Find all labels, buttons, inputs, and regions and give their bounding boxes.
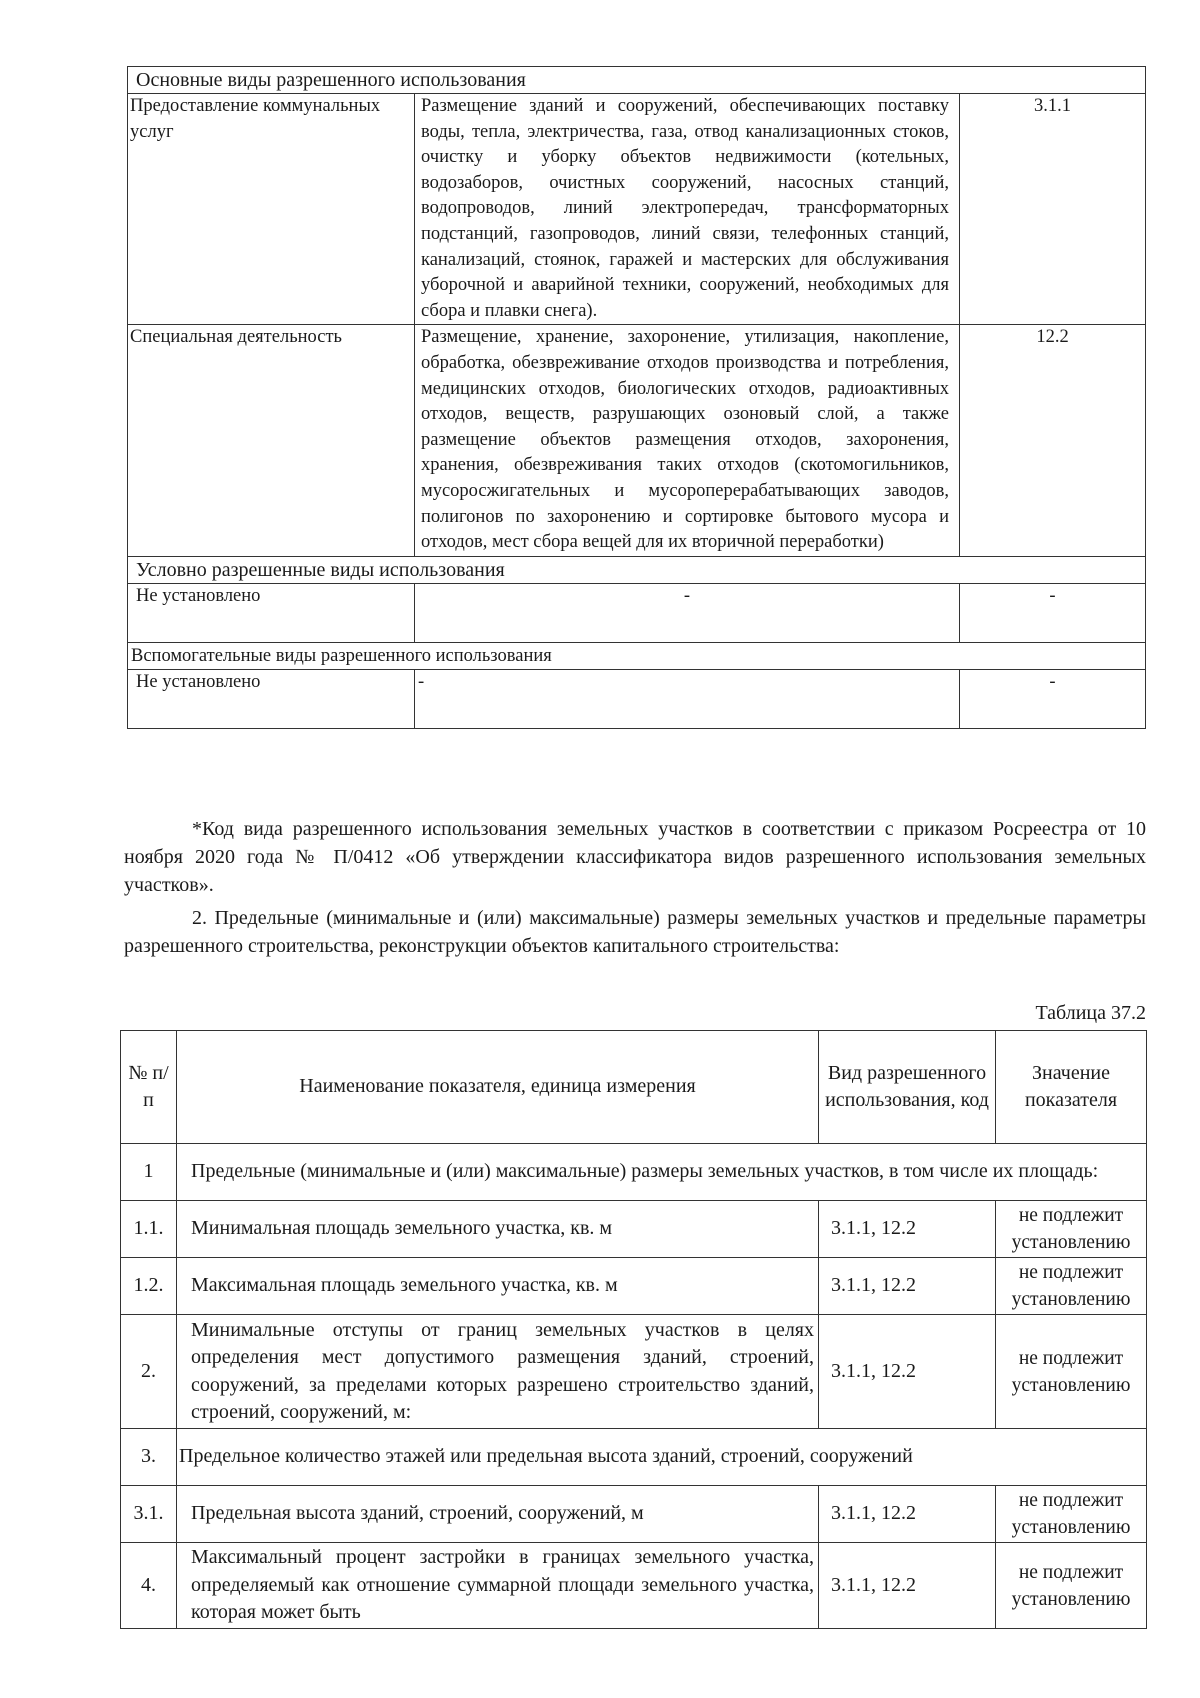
table-header-row <box>121 1031 1147 1144</box>
row-code: 3.1.1, 12.2 <box>819 1486 996 1543</box>
section-row-main <box>128 67 1146 94</box>
header-num: № п/п <box>121 1031 177 1144</box>
row-name: Максимальный процент застройки в границах земельного участка, определяемый как отношение суммарной площади земельного участка, которая может быть <box>177 1543 819 1629</box>
table-row <box>128 583 1146 642</box>
use-name: Не установлено <box>128 669 415 728</box>
row-value: не подлежит установлению <box>996 1543 1147 1629</box>
row-num: 2. <box>121 1315 177 1429</box>
section-title-main: Основные виды разрешенного использования <box>128 67 1146 94</box>
table-row <box>128 325 1146 556</box>
row-name: Предельная высота зданий, строений, сооружений, м <box>177 1486 819 1543</box>
row-value: не подлежит установлению <box>996 1486 1147 1543</box>
row-name: Предельные (минимальные и (или) максимальные) размеры земельных участков, в том числе их площадь: <box>177 1144 1147 1201</box>
table-row <box>121 1486 1147 1543</box>
header-value: Значение показателя <box>996 1031 1147 1144</box>
row-name: Минимальная площадь земельного участка, кв. м <box>177 1201 819 1258</box>
row-num: 3. <box>121 1429 177 1486</box>
row-code: 3.1.1, 12.2 <box>819 1201 996 1258</box>
row-code: 3.1.1, 12.2 <box>819 1258 996 1315</box>
row-code: 3.1.1, 12.2 <box>819 1315 996 1429</box>
table-row <box>121 1258 1147 1315</box>
row-value: не подлежит установлению <box>996 1315 1147 1429</box>
use-name: Не установлено <box>128 583 415 642</box>
table-row <box>121 1543 1147 1629</box>
section-title-auxiliary: Вспомогательные виды разрешенного использования <box>128 642 1146 669</box>
row-name: Предельное количество этажей или предельная высота зданий, строений, сооружений <box>177 1429 1147 1486</box>
row-name: Максимальная площадь земельного участка, кв. м <box>177 1258 819 1315</box>
header-name: Наименование показателя, единица измерения <box>177 1031 819 1144</box>
use-code: 12.2 <box>960 325 1146 556</box>
row-value: не подлежит установлению <box>996 1258 1147 1315</box>
section-row-conditional <box>128 556 1146 583</box>
header-code: Вид разрешенного использования, код <box>819 1031 996 1144</box>
use-description: - <box>415 669 960 728</box>
row-num: 4. <box>121 1543 177 1629</box>
use-description: Размещение зданий и сооружений, обеспечивающих поставку воды, тепла, электричества, газа, отвод канализационных стоков, очистку и уборку объектов недвижимости (котельных, водозаборов, очистных сооружений, насосных станций, водопроводов, линий электропередач, трансформаторных подстанций, газопроводов, линий связи, телефонных станций, канализаций, стоянок, гаражей и мастерских для обслуживания уборочной и аварийной техники, сооружений, необходимых для сбора и плавки снега). <box>415 94 960 325</box>
row-num: 1.1. <box>121 1201 177 1258</box>
parameters-table <box>120 1030 1147 1629</box>
row-num: 3.1. <box>121 1486 177 1543</box>
use-description: - <box>415 583 960 642</box>
table-row <box>121 1201 1147 1258</box>
row-value: не подлежит установлению <box>996 1201 1147 1258</box>
table-row <box>121 1144 1147 1201</box>
table-row <box>128 94 1146 325</box>
row-num: 1.2. <box>121 1258 177 1315</box>
row-name: Минимальные отступы от границ земельных участков в целях определения мест допустимого размещения зданий, строений, сооружений, за пределами которых разрешено строительство зданий, строений, сооружений, м: <box>177 1315 819 1429</box>
use-code: 3.1.1 <box>960 94 1146 325</box>
use-description: Размещение, хранение, захоронение, утилизация, накопление, обработка, обезвреживание отходов производства и потребления, медицинских отходов, биологических отходов, радиоактивных отходов, веществ, разрушающих озоновый слой, а также размещение объектов размещения отходов, захоронения, хранения, обезвреживания таких отходов (скотомогильников, мусоросжигательных и мусороперерабатывающих заводов, полигонов по захоронению и сортировке бытового мусора и отходов, мест сбора вещей для их вторичной переработки) <box>415 325 960 556</box>
section-title-conditional: Условно разрешенные виды использования <box>128 556 1146 583</box>
use-name: Специальная деятельность <box>128 325 415 556</box>
row-code: 3.1.1, 12.2 <box>819 1543 996 1629</box>
section-row-auxiliary <box>128 642 1146 669</box>
row-num: 1 <box>121 1144 177 1201</box>
permitted-use-table <box>127 66 1146 729</box>
use-name: Предоставление коммунальных услуг <box>128 94 415 325</box>
table-row <box>121 1429 1147 1486</box>
footnote: *Код вида разрешенного использования земельных участков в соответствии с приказом Росреестра от 10 ноября 2020 года № П/0412 «Об утверждении классификатора видов разрешенного использования земельных участков». <box>124 818 1146 896</box>
use-code: - <box>960 583 1146 642</box>
use-code: - <box>960 669 1146 728</box>
table-row <box>128 669 1146 728</box>
table-caption: Таблица 37.2 <box>1035 1002 1146 1024</box>
table-row <box>121 1315 1147 1429</box>
paragraph-2: 2. Предельные (минимальные и (или) максимальные) размеры земельных участков и предельные параметры разрешенного строительства, реконструкции объектов капитального строительства: <box>124 907 1146 957</box>
